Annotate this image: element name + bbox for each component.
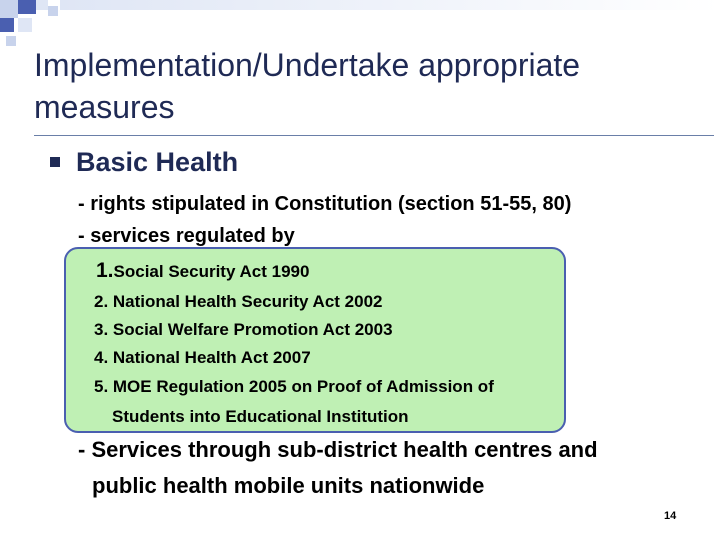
- title-divider: [34, 135, 714, 136]
- act-item-5: 5. MOE Regulation 2005 on Proof of Admission of: [94, 377, 494, 396]
- services-line-1: - Services through sub-district health centres and: [78, 437, 598, 462]
- act-number: 1.: [96, 259, 114, 282]
- act-item-4: 4. National Health Act 2007: [94, 348, 311, 367]
- services-regulated-line: - services regulated by: [78, 225, 295, 247]
- act-text: Social Security Act 1990: [113, 262, 310, 281]
- rights-line: - rights stipulated in Constitution (section 51-55, 80): [78, 193, 572, 215]
- square-bullet-icon: [50, 157, 60, 167]
- act-item-3: 3. Social Welfare Promotion Act 2003: [94, 320, 393, 339]
- title-line-1: Implementation/Undertake appropriate: [34, 47, 581, 83]
- services-line-2: public health mobile units nationwide: [92, 473, 485, 498]
- section-heading: Basic Health: [76, 147, 239, 177]
- top-bar-decoration: [60, 0, 720, 10]
- page-number: 14: [664, 510, 677, 522]
- act-item-5-continued: Students into Educational Institution: [112, 407, 409, 426]
- act-item-2: 2. National Health Security Act 2002: [94, 292, 383, 311]
- title-line-2: measures: [34, 89, 175, 125]
- act-item-1: [96, 260, 309, 283]
- slide-title: [34, 44, 714, 128]
